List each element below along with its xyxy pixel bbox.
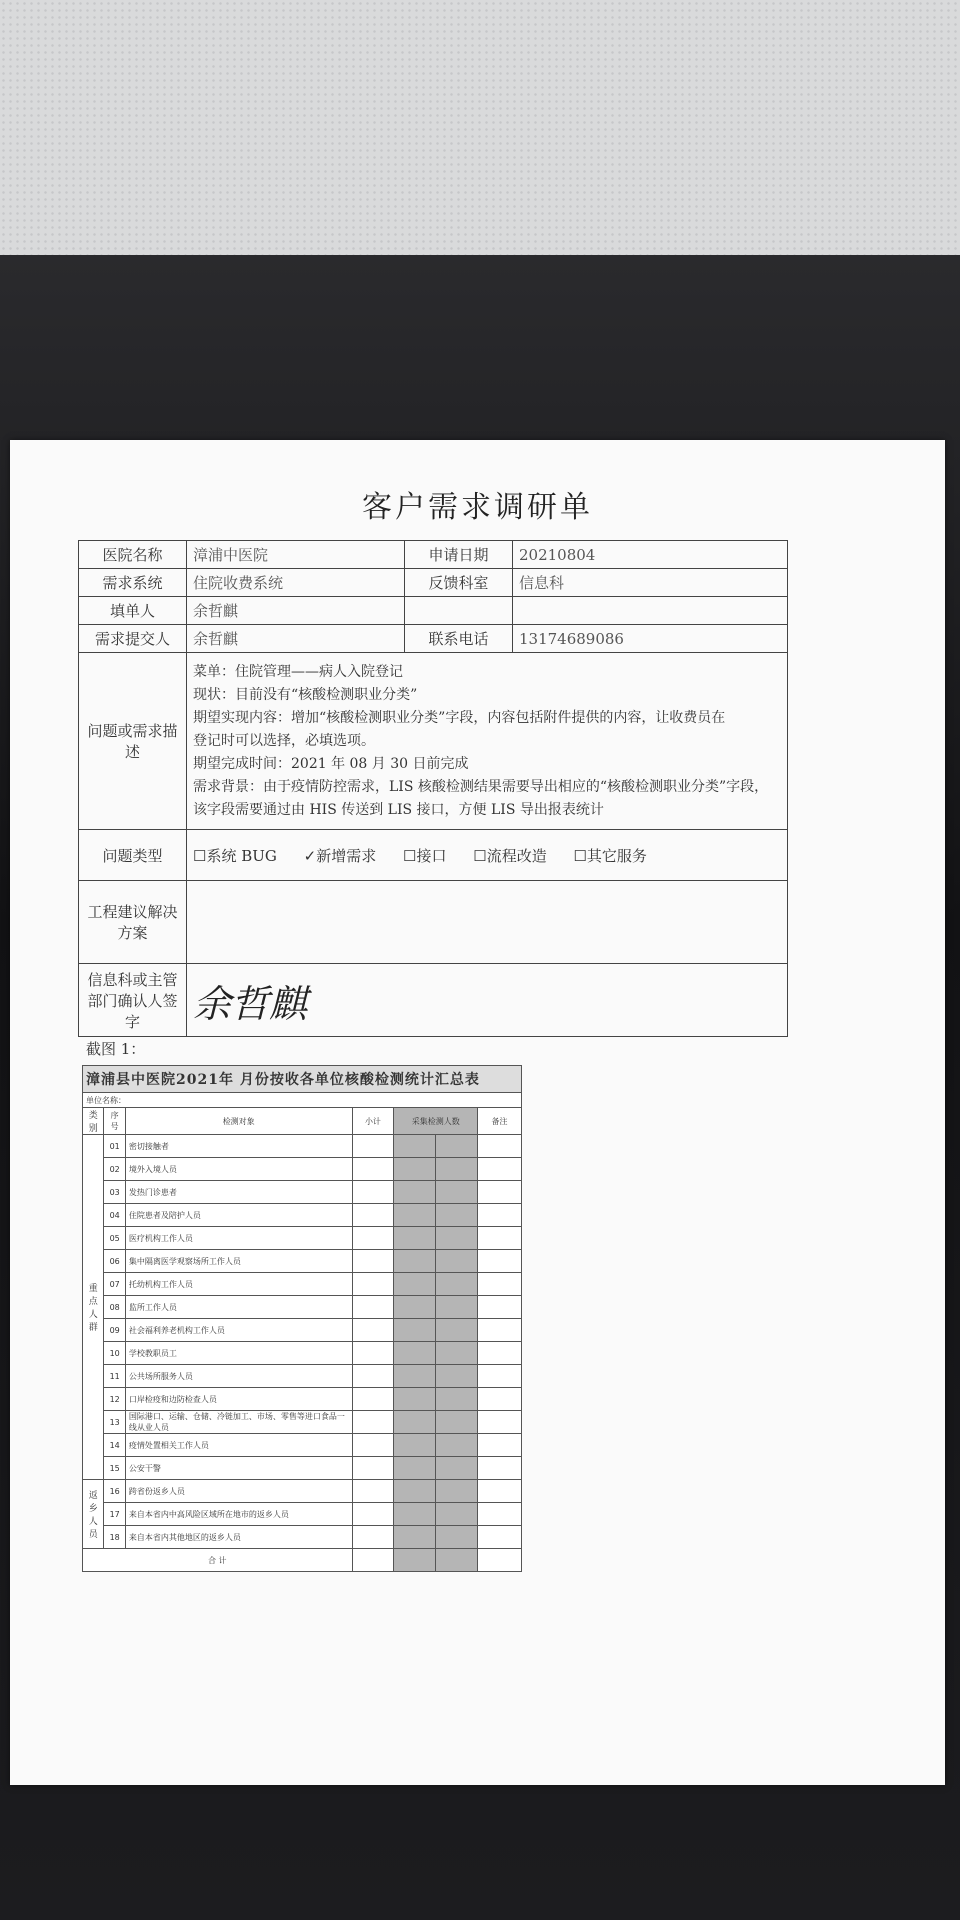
sheet-row-no: 09 (104, 1319, 125, 1342)
sheet-cell (394, 1365, 436, 1388)
sheet-row-no: 07 (104, 1273, 125, 1296)
sheet-total-label: 合 计 (83, 1549, 353, 1572)
sheet-cell (436, 1342, 478, 1365)
sheet-cell (352, 1342, 394, 1365)
system-value: 住院收费系统 (187, 569, 405, 597)
sheet-row-name: 口岸检疫和边防检查人员 (125, 1388, 352, 1411)
sheet-cell (436, 1503, 478, 1526)
sheet-cell (436, 1480, 478, 1503)
type-option-other: ☐其它服务 (573, 846, 647, 865)
sheet-cell (394, 1342, 436, 1365)
sheet-row-no: 15 (104, 1457, 125, 1480)
confirm-label: 信息科或主管部门确认人签字 (79, 964, 187, 1037)
sheet-cell (436, 1388, 478, 1411)
sheet-row-name: 密切接触者 (125, 1135, 352, 1158)
sheet-row-name: 医疗机构工作人员 (125, 1227, 352, 1250)
document-title: 客户需求调研单 (362, 490, 593, 525)
sheet-cell (436, 1365, 478, 1388)
sheet-row (83, 1273, 522, 1296)
sheet-title: 漳浦县中医院2021年 月份按收各单位核酸检测统计汇总表 (83, 1066, 522, 1093)
submitter-label: 需求提交人 (79, 625, 187, 653)
sheet-cell (352, 1181, 394, 1204)
phone-label: 联系电话 (405, 625, 513, 653)
sheet-row (83, 1526, 522, 1549)
sheet-cell (352, 1296, 394, 1319)
sheet-cell (352, 1388, 394, 1411)
sheet-cell (352, 1365, 394, 1388)
paper-sheet (10, 440, 945, 1785)
sheet-row-name: 发热门诊患者 (125, 1181, 352, 1204)
sheet-cell (352, 1135, 394, 1158)
date-label: 申请日期 (405, 541, 513, 569)
sheet-cell (394, 1503, 436, 1526)
sheet-row-name: 社会福利养老机构工作人员 (125, 1319, 352, 1342)
sheet-cell (478, 1457, 522, 1480)
hospital-label: 医院名称 (79, 541, 187, 569)
sheet-row (83, 1365, 522, 1388)
sheet-row-no: 17 (104, 1503, 125, 1526)
sheet-row-no: 18 (104, 1526, 125, 1549)
sheet-cell (478, 1480, 522, 1503)
desc-line: 需求背景：由于疫情防控需求，LIS 核酸检测结果需要导出相应的“核酸检测职业分类”字段， (193, 778, 769, 795)
sheet-row-name: 来自本省内其他地区的返乡人员 (125, 1526, 352, 1549)
col-object: 检测对象 (125, 1108, 352, 1135)
sheet-cell (478, 1365, 522, 1388)
desc-line: 期望完成时间：2021 年 08 月 30 日前完成 (193, 755, 469, 772)
sheet-row-no: 12 (104, 1388, 125, 1411)
sheet-cell (436, 1457, 478, 1480)
sheet-total-cell (436, 1549, 478, 1572)
sheet-row-name: 集中隔离医学观察场所工作人员 (125, 1250, 352, 1273)
submitter-value: 余哲麒 (187, 625, 405, 653)
sheet-cell (436, 1434, 478, 1457)
sheet-row (83, 1181, 522, 1204)
sheet-row (83, 1204, 522, 1227)
sheet-cell (478, 1250, 522, 1273)
screenshot-label: 截图 1： (86, 1040, 146, 1058)
filler-value: 余哲麒 (187, 597, 405, 625)
sheet-row-no: 16 (104, 1480, 125, 1503)
sheet-cell (394, 1158, 436, 1181)
sheet-cell (394, 1227, 436, 1250)
sheet-cell (478, 1411, 522, 1434)
sheet-row (83, 1503, 522, 1526)
sheet-cell (352, 1250, 394, 1273)
sheet-cell (478, 1135, 522, 1158)
sheet-row-no: 14 (104, 1434, 125, 1457)
sheet-row (83, 1135, 522, 1158)
handwritten-signature: 余哲麒 (187, 964, 788, 1037)
sheet-row-no: 13 (104, 1411, 125, 1434)
sheet-row-no: 04 (104, 1204, 125, 1227)
sheet-unit-label: 单位名称： (83, 1093, 522, 1108)
solution-label: 工程建议解决方案 (79, 881, 187, 964)
sheet-cell (478, 1158, 522, 1181)
sheet-row (83, 1388, 522, 1411)
sheet-row-name: 疫情处置相关工作人员 (125, 1434, 352, 1457)
filler-label: 填单人 (79, 597, 187, 625)
col-note: 备注 (478, 1108, 522, 1135)
sheet-cell (478, 1296, 522, 1319)
col-total: 小计 (352, 1108, 394, 1135)
sheet-row-name: 来自本省内中高风险区域所在地市的返乡人员 (125, 1503, 352, 1526)
sheet-row-no: 05 (104, 1227, 125, 1250)
sheet-row (83, 1227, 522, 1250)
sheet-row-no: 01 (104, 1135, 125, 1158)
phone-value: 13174689086 (513, 625, 788, 653)
sheet-cell (478, 1319, 522, 1342)
sheet-cell (394, 1204, 436, 1227)
sheet-row-no: 03 (104, 1181, 125, 1204)
col-done: 采集检测人数 (394, 1108, 478, 1135)
sheet-cell (436, 1273, 478, 1296)
sheet-row-name: 境外入境人员 (125, 1158, 352, 1181)
type-options (187, 830, 788, 881)
type-option-interface: ☐接口 (403, 846, 447, 865)
sheet-row (83, 1250, 522, 1273)
sheet-row-name: 监所工作人员 (125, 1296, 352, 1319)
sheet-row (83, 1158, 522, 1181)
sheet-cell (436, 1250, 478, 1273)
sheet-row-name: 托幼机构工作人员 (125, 1273, 352, 1296)
sheet-row-no: 11 (104, 1365, 125, 1388)
type-label: 问题类型 (79, 830, 187, 881)
sheet-row (83, 1411, 522, 1434)
system-label: 需求系统 (79, 569, 187, 597)
sheet-row (83, 1480, 522, 1503)
sheet-cell (436, 1296, 478, 1319)
sheet-row-name: 跨省份返乡人员 (125, 1480, 352, 1503)
sheet-cell (394, 1526, 436, 1549)
sheet-cell (394, 1319, 436, 1342)
sheet-cell (394, 1434, 436, 1457)
desc-line: 期望实现内容：增加“核酸检测职业分类”字段，内容包括附件提供的内容，让收费员在 (193, 709, 726, 726)
screenshot-spreadsheet (82, 1065, 522, 1572)
type-option-bug: ☐系统 BUG (193, 846, 277, 865)
sheet-cell (436, 1526, 478, 1549)
sheet-cell (352, 1158, 394, 1181)
sheet-row-no: 08 (104, 1296, 125, 1319)
sheet-cell (478, 1227, 522, 1250)
date-value: 20210804 (513, 541, 788, 569)
sheet-cell (478, 1503, 522, 1526)
sheet-cell (352, 1503, 394, 1526)
sheet-row (83, 1457, 522, 1480)
sheet-cell (352, 1319, 394, 1342)
sheet-cell (352, 1434, 394, 1457)
desc-line: 菜单：住院管理——病人入院登记 (193, 663, 403, 680)
sheet-category-other: 返乡人员 (83, 1480, 104, 1549)
sheet-row (83, 1434, 522, 1457)
desc-line: 现状：目前没有“核酸检测职业分类” (193, 686, 418, 703)
sheet-cell (478, 1342, 522, 1365)
sheet-cell (394, 1296, 436, 1319)
sheet-cell (394, 1273, 436, 1296)
solution-value (187, 881, 788, 964)
hospital-value: 漳浦中医院 (187, 541, 405, 569)
sheet-cell (436, 1319, 478, 1342)
sheet-row (83, 1342, 522, 1365)
sheet-cell (352, 1204, 394, 1227)
sheet-cell (478, 1181, 522, 1204)
request-form (78, 540, 788, 1037)
sheet-total-cell (352, 1549, 394, 1572)
sheet-row-no: 10 (104, 1342, 125, 1365)
sheet-total-cell (394, 1549, 436, 1572)
sheet-cell (436, 1411, 478, 1434)
sheet-row (83, 1319, 522, 1342)
sheet-row-no: 02 (104, 1158, 125, 1181)
sheet-row-no: 06 (104, 1250, 125, 1273)
sheet-row-name: 学校教职员工 (125, 1342, 352, 1365)
sheet-cell (352, 1526, 394, 1549)
sheet-cell (436, 1227, 478, 1250)
sheet-cell (352, 1411, 394, 1434)
sheet-cell (394, 1388, 436, 1411)
sheet-cell (436, 1204, 478, 1227)
sheet-cell (478, 1204, 522, 1227)
col-no: 序号 (104, 1108, 125, 1135)
sheet-cell (394, 1250, 436, 1273)
sheet-cell (436, 1135, 478, 1158)
sheet-rows (83, 1135, 522, 1549)
sheet-cell (352, 1227, 394, 1250)
sheet-row-name: 公共场所服务人员 (125, 1365, 352, 1388)
desc-body (187, 653, 788, 830)
sheet-cell (394, 1181, 436, 1204)
desc-line: 该字段需要通过由 HIS 传送到 LIS 接口，方便 LIS 导出报表统计 (193, 801, 604, 818)
sheet-cell (394, 1457, 436, 1480)
sheet-row-name: 住院患者及陪护人员 (125, 1204, 352, 1227)
desc-label: 问题或需求描述 (79, 653, 187, 830)
sheet-category-key: 重点人群 (83, 1135, 104, 1480)
type-option-process: ☐流程改造 (473, 846, 547, 865)
sheet-row-name: 国际港口、运输、仓储、冷链加工、市场、零售等进口食品一线从业人员 (125, 1411, 352, 1434)
dept-label: 反馈科室 (405, 569, 513, 597)
sheet-cell (352, 1480, 394, 1503)
sheet-row (83, 1296, 522, 1319)
desc-line: 登记时可以选择，必填选项。 (193, 732, 375, 749)
sheet-total-cell (478, 1549, 522, 1572)
sheet-cell (478, 1388, 522, 1411)
sheet-cell (478, 1273, 522, 1296)
sheet-cell (478, 1526, 522, 1549)
type-option-new: ✓新增需求 (303, 846, 377, 865)
sheet-cell (478, 1434, 522, 1457)
sheet-cell (394, 1135, 436, 1158)
sheet-row-name: 公安干警 (125, 1457, 352, 1480)
sheet-cell (436, 1181, 478, 1204)
sheet-cell (352, 1457, 394, 1480)
sheet-cell (394, 1480, 436, 1503)
sheet-cell (394, 1411, 436, 1434)
dept-value: 信息科 (513, 569, 788, 597)
sheet-cell (436, 1158, 478, 1181)
col-category: 类别 (83, 1108, 104, 1135)
sheet-cell (352, 1273, 394, 1296)
